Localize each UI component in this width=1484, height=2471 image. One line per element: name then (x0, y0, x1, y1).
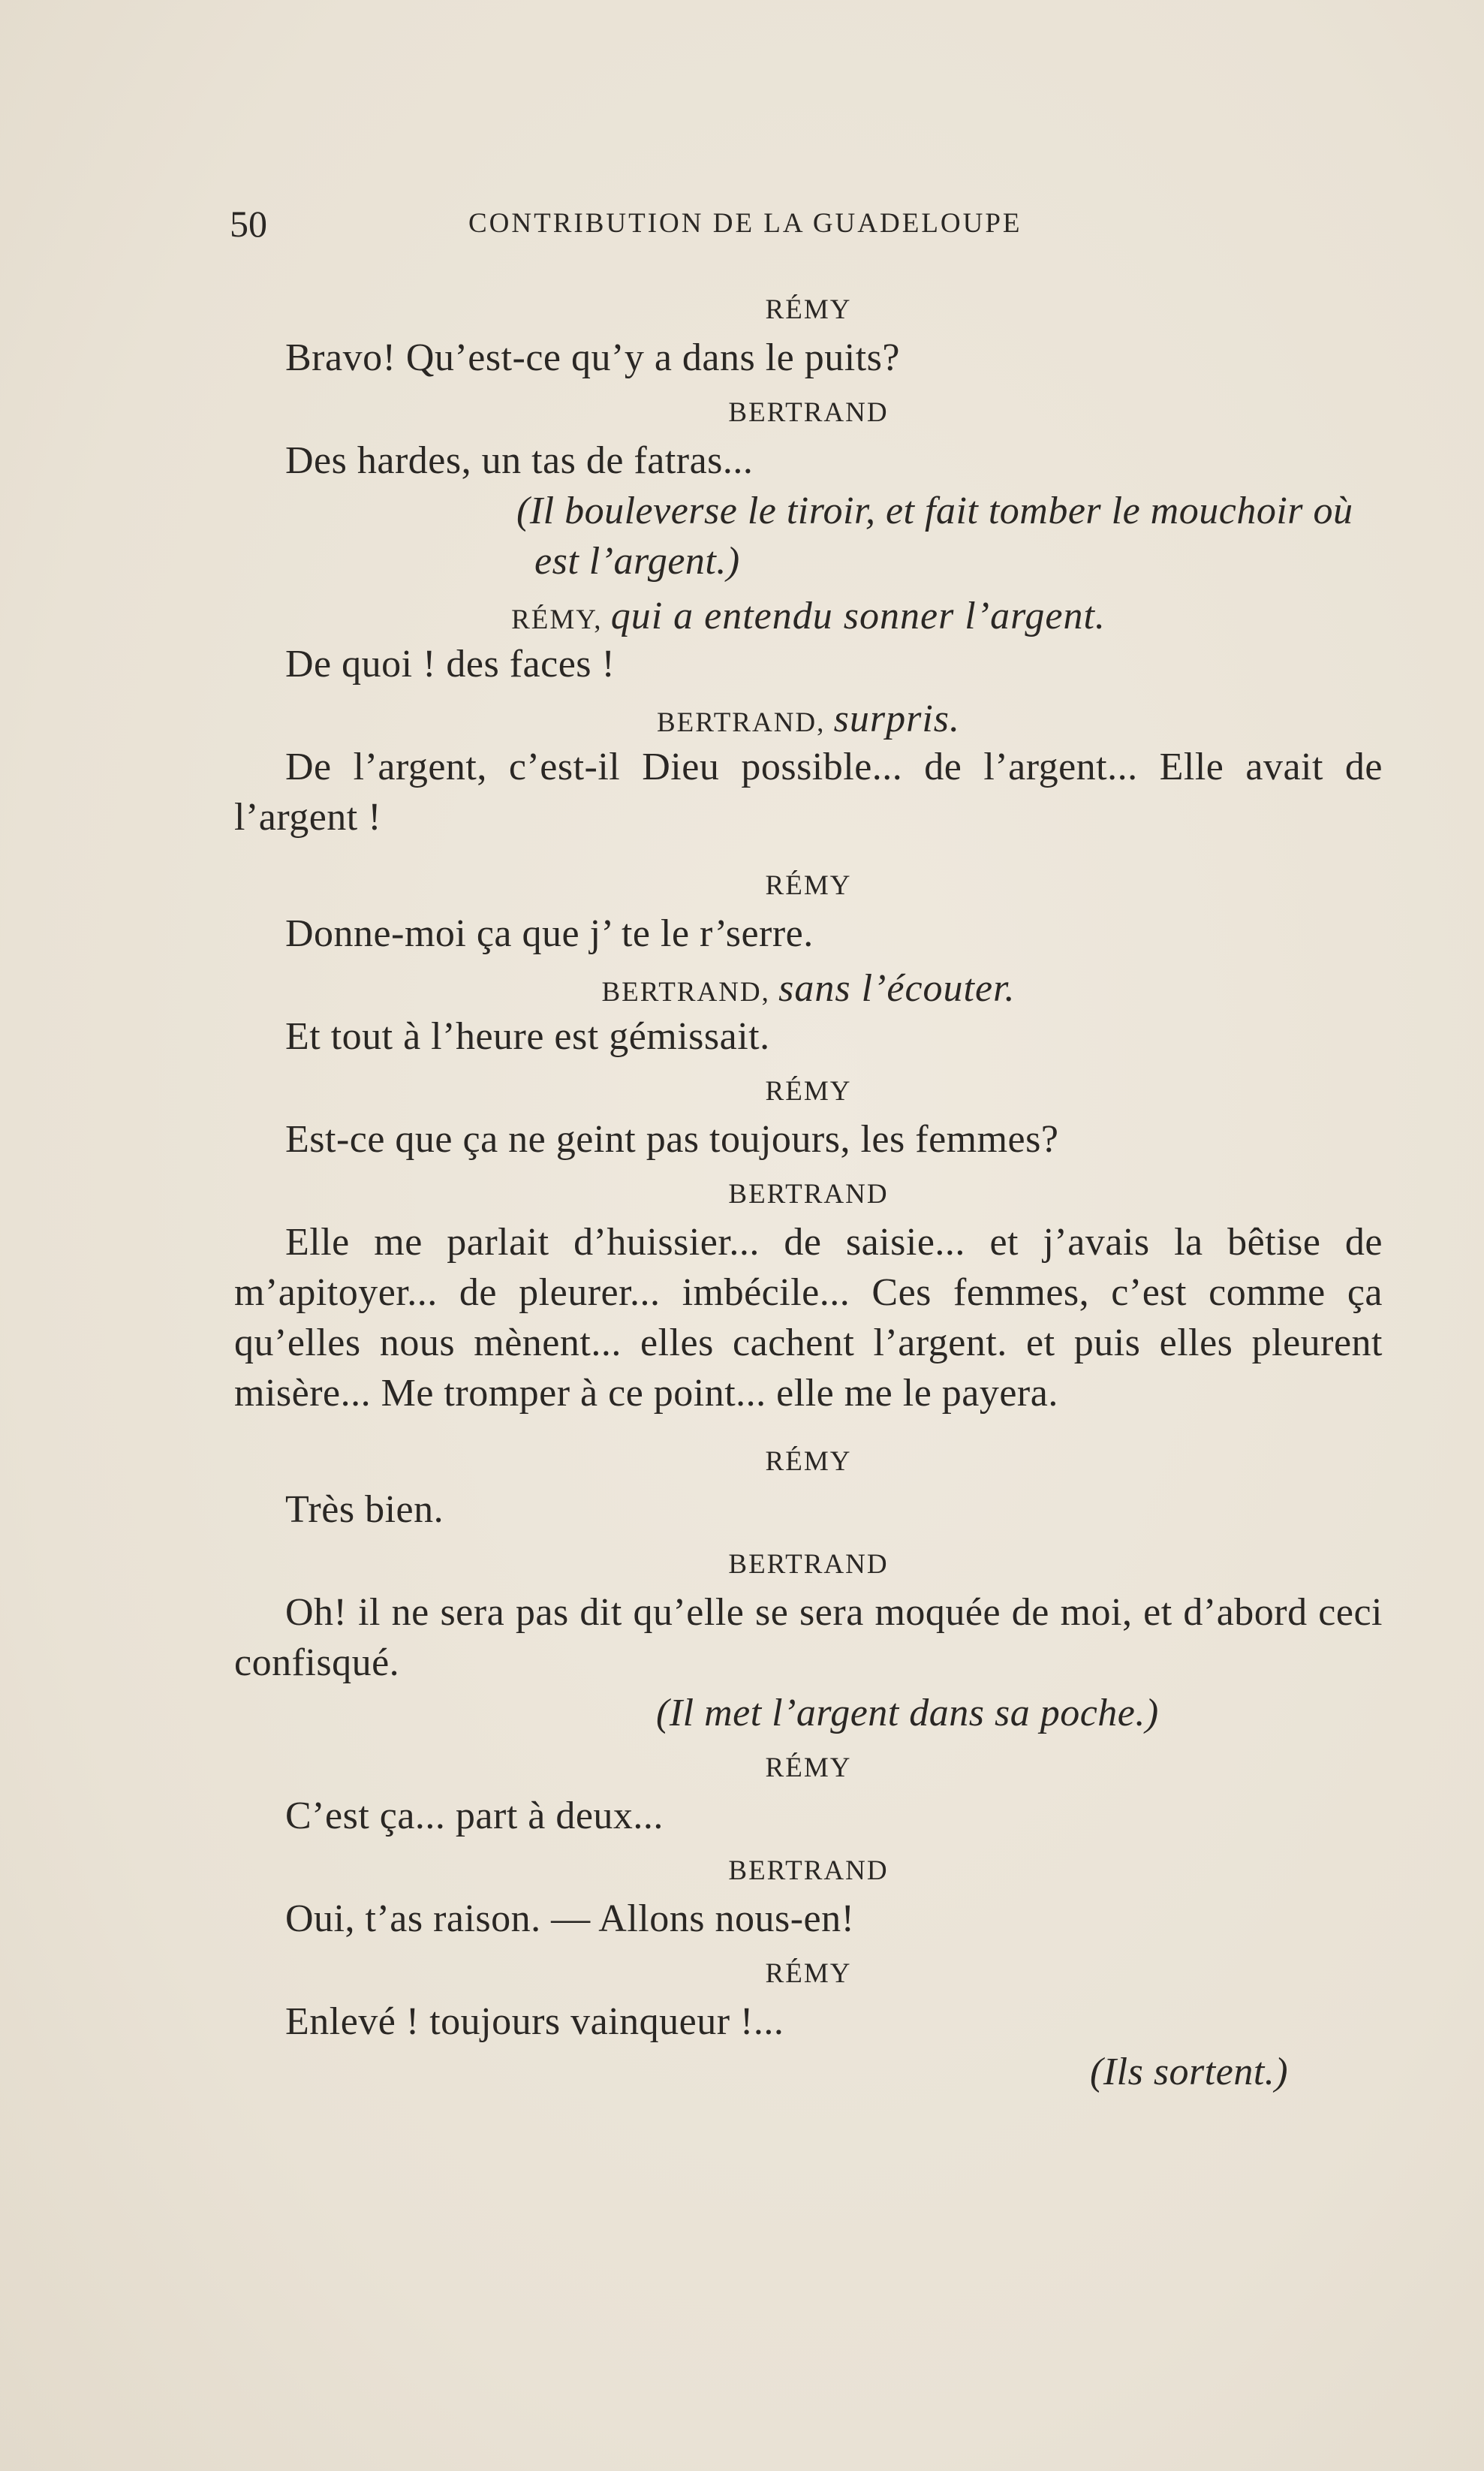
speaker-name: RÉMY (765, 1752, 852, 1783)
speaker-remy (234, 1951, 1383, 1996)
stage-direction: (Il bouleverse le tiroir, et fait tomber le mouchoir où est l’argent.) (516, 490, 1353, 583)
page-number: 50 (230, 203, 267, 245)
speaker-bertrand (234, 966, 1383, 1011)
speaker-name: RÉMY (765, 1446, 852, 1477)
speaker-name: BERTRAND, (656, 707, 826, 738)
play-text (234, 288, 1383, 2097)
speaker-remy (234, 863, 1383, 909)
speech-line: Est-ce que ça ne geint pas toujours, les femmes? (285, 1118, 1059, 1161)
speaker-name: BERTRAND (728, 397, 889, 428)
speaker-name: BERTRAND (728, 1855, 889, 1886)
speaker-remy (234, 594, 1383, 639)
speech-line: De quoi ! des faces ! (285, 643, 616, 686)
speaker-direction: sans l’écouter. (778, 967, 1016, 1010)
speaker-name: BERTRAND, (601, 977, 770, 1008)
speech-line: Et tout à l’heure est gémissait. (285, 1015, 770, 1058)
speaker-remy (234, 1069, 1383, 1114)
speech-line: Elle me parlait d’huissier... de saisie... et j’avais la bêtise de m’apitoyer... de pleurer... imbécile... Ces femmes, c’est comme ça qu’elles nous mènent... elles cachent l’argent. et puis elles pleurent misère... Me tromper à ce point... elle me le payera. (234, 1221, 1383, 1415)
speaker-name: BERTRAND (728, 1549, 889, 1580)
stage-direction: (Il met l’argent dans sa poche.) (656, 1692, 1159, 1734)
speech-line: De l’argent, c’est-il Dieu possible... de l’argent... Elle avait de l’argent ! (234, 746, 1383, 839)
speaker-bertrand (234, 390, 1383, 435)
speaker-name: RÉMY, (511, 604, 603, 635)
speaker-name: RÉMY (765, 1076, 852, 1107)
page-header (230, 197, 1393, 251)
speaker-bertrand (234, 1849, 1383, 1894)
speech-line: C’est ça... part à deux... (285, 1794, 664, 1837)
speaker-remy (234, 1746, 1383, 1791)
speech-line: Oh! il ne sera pas dit qu’elle se sera moquée de moi, et d’abord ceci confisqué. (234, 1591, 1383, 1684)
speaker-name: BERTRAND (728, 1179, 889, 1210)
speaker-bertrand (234, 697, 1383, 742)
stage-direction: (Ils sortent.) (1090, 2051, 1289, 2093)
speaker-name: RÉMY (765, 1958, 852, 1989)
speaker-direction: surpris. (833, 698, 961, 740)
speaker-name: RÉMY (765, 870, 852, 901)
speech-line: Oui, t’as raison. — Allons nous-en! (285, 1897, 855, 1940)
speaker-remy (234, 288, 1383, 333)
speaker-name: RÉMY (765, 294, 852, 325)
speaker-bertrand (234, 1542, 1383, 1587)
speaker-bertrand (234, 1172, 1383, 1217)
speech-line: Donne-moi ça que j’ te le r’serre. (285, 912, 814, 955)
speech-line: Enlevé ! toujours vainqueur !... (285, 2000, 784, 2043)
speaker-direction: qui a entendu sonner l’argent. (610, 595, 1106, 637)
speech-line: Bravo! Qu’est-ce qu’y a dans le puits? (285, 336, 900, 379)
running-title: CONTRIBUTION DE LA GUADELOUPE (468, 208, 1022, 239)
speech-line: Très bien. (285, 1488, 444, 1531)
speech-line: Des hardes, un tas de fatras... (285, 439, 754, 482)
speaker-remy (234, 1439, 1383, 1484)
